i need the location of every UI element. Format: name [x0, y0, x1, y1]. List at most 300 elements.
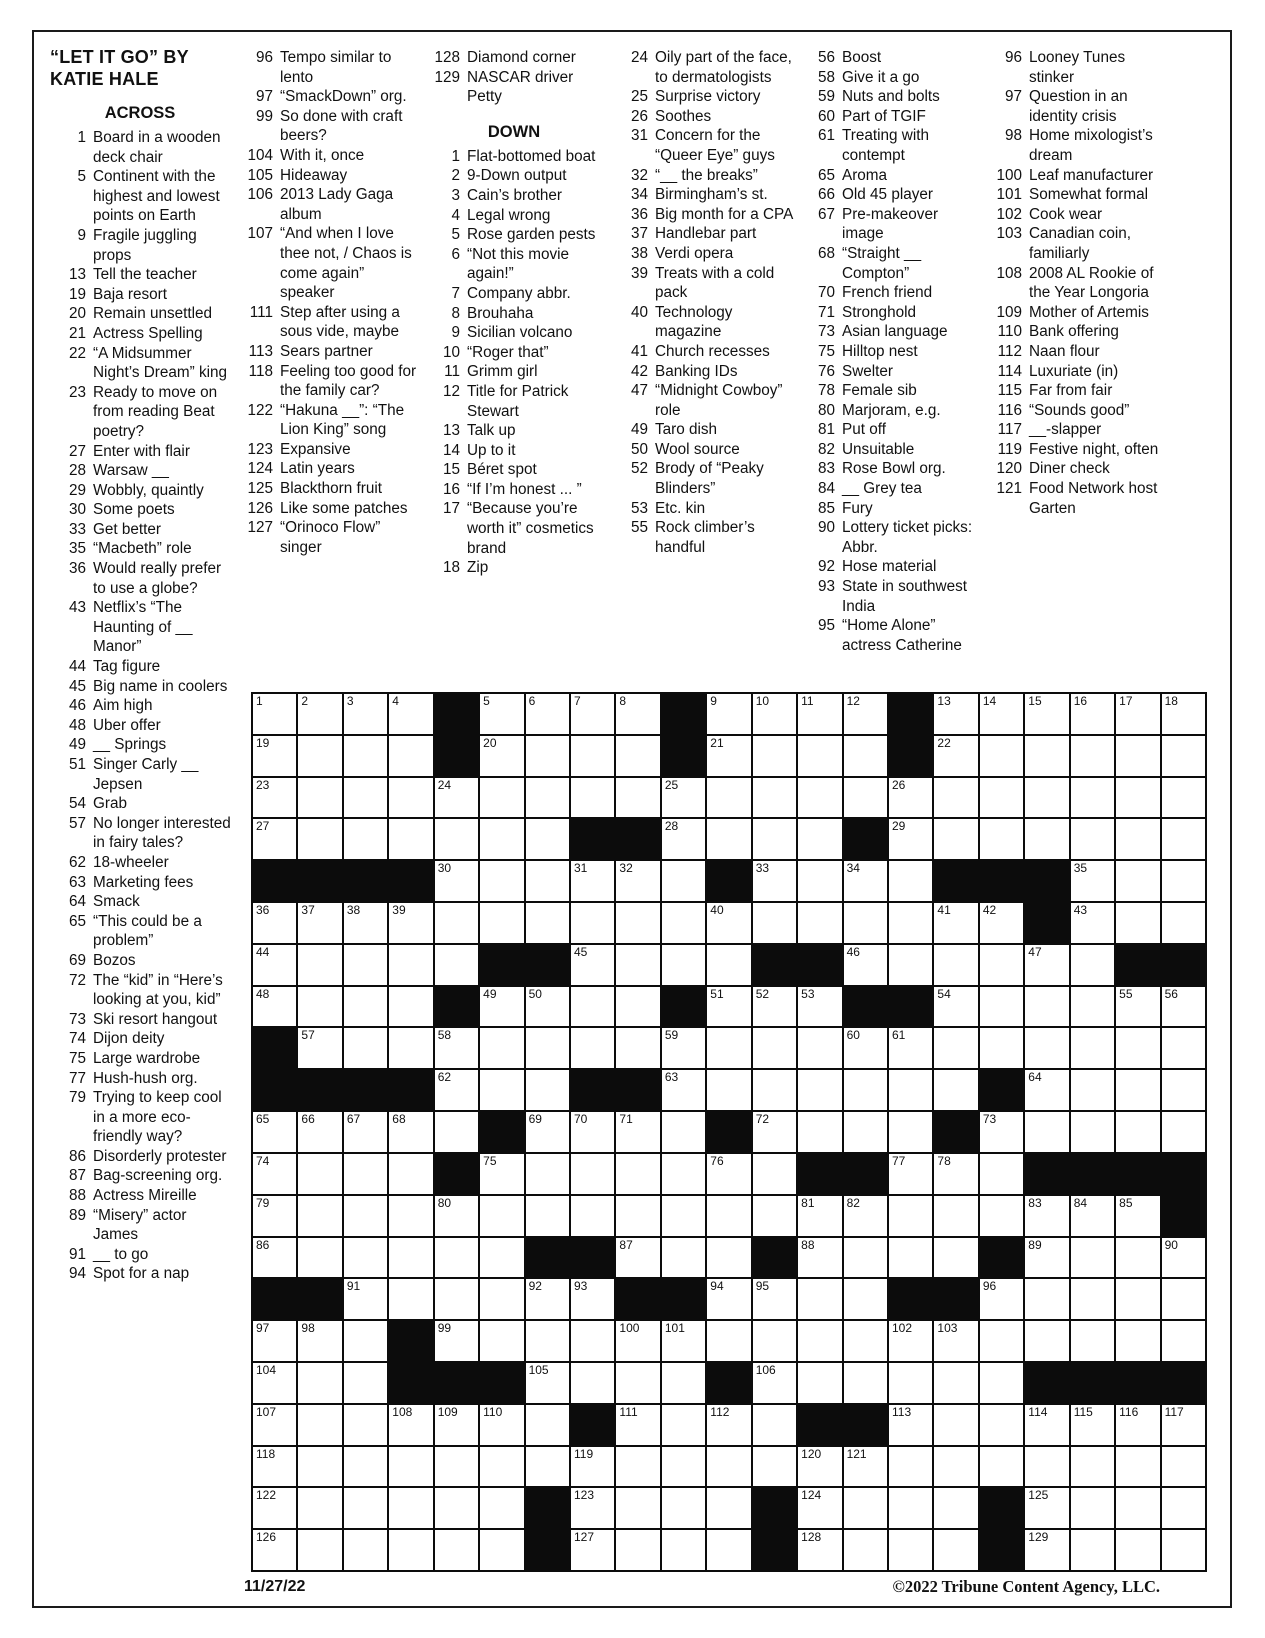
grid-cell[interactable]: [1116, 1112, 1159, 1152]
grid-cell[interactable]: [1071, 1196, 1114, 1236]
grid-cell[interactable]: [934, 1363, 977, 1403]
grid-cell[interactable]: [753, 1112, 796, 1152]
grid-cell[interactable]: [526, 1279, 569, 1319]
grid-cell[interactable]: [1162, 1321, 1205, 1361]
grid-cell[interactable]: [798, 1279, 841, 1319]
grid-cell[interactable]: [253, 736, 296, 776]
grid-cell[interactable]: [616, 861, 659, 901]
grid-cell[interactable]: [344, 1530, 387, 1570]
grid-cell[interactable]: [435, 1112, 478, 1152]
grid-cell[interactable]: [934, 1321, 977, 1361]
grid-cell[interactable]: [662, 1530, 705, 1570]
grid-cell[interactable]: [616, 1447, 659, 1487]
grid-cell[interactable]: [389, 1154, 432, 1194]
grid-cell[interactable]: [1071, 1405, 1114, 1445]
grid-cell[interactable]: [253, 903, 296, 943]
grid-cell[interactable]: [844, 1028, 887, 1068]
grid-cell[interactable]: [707, 1154, 750, 1194]
grid-cell[interactable]: [480, 1196, 523, 1236]
grid-cell[interactable]: [844, 1279, 887, 1319]
grid-cell[interactable]: [844, 1530, 887, 1570]
grid-cell[interactable]: [707, 736, 750, 776]
grid-cell[interactable]: [798, 736, 841, 776]
grid-cell[interactable]: [798, 1070, 841, 1110]
grid-cell[interactable]: [980, 1028, 1023, 1068]
grid-cell[interactable]: [980, 987, 1023, 1027]
grid-cell[interactable]: [298, 1154, 341, 1194]
grid-cell[interactable]: [934, 736, 977, 776]
grid-cell[interactable]: [753, 1154, 796, 1194]
grid-cell[interactable]: [1071, 778, 1114, 818]
grid-cell[interactable]: [344, 1405, 387, 1445]
grid-cell[interactable]: [344, 1363, 387, 1403]
grid-cell[interactable]: [753, 1405, 796, 1445]
grid-cell[interactable]: [934, 945, 977, 985]
grid-cell[interactable]: [980, 1279, 1023, 1319]
grid-cell[interactable]: [844, 1070, 887, 1110]
grid-cell[interactable]: [571, 861, 614, 901]
grid-cell[interactable]: [298, 1405, 341, 1445]
grid-cell[interactable]: [298, 945, 341, 985]
grid-cell[interactable]: [298, 736, 341, 776]
grid-cell[interactable]: [253, 819, 296, 859]
grid-cell[interactable]: [389, 1196, 432, 1236]
grid-cell[interactable]: [798, 1028, 841, 1068]
grid-cell[interactable]: [662, 1028, 705, 1068]
grid-cell[interactable]: [435, 861, 478, 901]
grid-cell[interactable]: [253, 1112, 296, 1152]
grid-cell[interactable]: [753, 1279, 796, 1319]
grid-cell[interactable]: [435, 945, 478, 985]
grid-cell[interactable]: [616, 1112, 659, 1152]
grid-cell[interactable]: [571, 1363, 614, 1403]
grid-cell[interactable]: [480, 861, 523, 901]
grid-cell[interactable]: [298, 1112, 341, 1152]
grid-cell[interactable]: [662, 1363, 705, 1403]
grid-cell[interactable]: [1071, 861, 1114, 901]
grid-cell[interactable]: [480, 1488, 523, 1528]
grid-cell[interactable]: [844, 1112, 887, 1152]
grid-cell[interactable]: [389, 1530, 432, 1570]
grid-cell[interactable]: [753, 694, 796, 734]
grid-cell[interactable]: [389, 1279, 432, 1319]
grid-cell[interactable]: [616, 987, 659, 1027]
grid-cell[interactable]: [980, 1363, 1023, 1403]
grid-cell[interactable]: [1116, 736, 1159, 776]
grid-cell[interactable]: [526, 1196, 569, 1236]
grid-cell[interactable]: [1071, 987, 1114, 1027]
grid-cell[interactable]: [707, 1488, 750, 1528]
grid-cell[interactable]: [844, 736, 887, 776]
grid-cell[interactable]: [662, 861, 705, 901]
grid-cell[interactable]: [889, 1154, 932, 1194]
grid-cell[interactable]: [934, 1196, 977, 1236]
grid-cell[interactable]: [526, 694, 569, 734]
grid-cell[interactable]: [662, 1321, 705, 1361]
grid-cell[interactable]: [707, 903, 750, 943]
grid-cell[interactable]: [253, 1405, 296, 1445]
grid-cell[interactable]: [571, 736, 614, 776]
grid-cell[interactable]: [616, 1196, 659, 1236]
grid-cell[interactable]: [1071, 1028, 1114, 1068]
grid-cell[interactable]: [389, 1447, 432, 1487]
grid-cell[interactable]: [889, 1070, 932, 1110]
grid-cell[interactable]: [616, 1405, 659, 1445]
grid-cell[interactable]: [1162, 736, 1205, 776]
grid-cell[interactable]: [1162, 903, 1205, 943]
grid-cell[interactable]: [707, 1530, 750, 1570]
grid-cell[interactable]: [526, 987, 569, 1027]
grid-cell[interactable]: [798, 1363, 841, 1403]
grid-cell[interactable]: [253, 694, 296, 734]
grid-cell[interactable]: [934, 1070, 977, 1110]
grid-cell[interactable]: [844, 1363, 887, 1403]
grid-cell[interactable]: [1025, 778, 1068, 818]
grid-cell[interactable]: [571, 1279, 614, 1319]
grid-cell[interactable]: [389, 1488, 432, 1528]
grid-cell[interactable]: [344, 778, 387, 818]
grid-cell[interactable]: [389, 1238, 432, 1278]
grid-cell[interactable]: [1116, 1196, 1159, 1236]
grid-cell[interactable]: [389, 1112, 432, 1152]
grid-cell[interactable]: [844, 1196, 887, 1236]
grid-cell[interactable]: [980, 945, 1023, 985]
grid-cell[interactable]: [889, 1488, 932, 1528]
grid-cell[interactable]: [1162, 861, 1205, 901]
grid-cell[interactable]: [844, 778, 887, 818]
grid-cell[interactable]: [662, 1070, 705, 1110]
grid-cell[interactable]: [1162, 694, 1205, 734]
grid-cell[interactable]: [844, 903, 887, 943]
grid-cell[interactable]: [480, 1070, 523, 1110]
grid-cell[interactable]: [480, 1154, 523, 1194]
grid-cell[interactable]: [1162, 1530, 1205, 1570]
grid-cell[interactable]: [435, 1488, 478, 1528]
grid-cell[interactable]: [616, 1238, 659, 1278]
grid-cell[interactable]: [253, 945, 296, 985]
grid-cell[interactable]: [435, 1321, 478, 1361]
grid-cell[interactable]: [616, 778, 659, 818]
grid-cell[interactable]: [934, 1530, 977, 1570]
grid-cell[interactable]: [571, 1196, 614, 1236]
grid-cell[interactable]: [435, 1070, 478, 1110]
grid-cell[interactable]: [435, 819, 478, 859]
grid-cell[interactable]: [844, 694, 887, 734]
grid-cell[interactable]: [753, 987, 796, 1027]
grid-cell[interactable]: [980, 1154, 1023, 1194]
grid-cell[interactable]: [798, 694, 841, 734]
grid-cell[interactable]: [753, 736, 796, 776]
grid-cell[interactable]: [344, 694, 387, 734]
grid-cell[interactable]: [298, 1238, 341, 1278]
grid-cell[interactable]: [1162, 1447, 1205, 1487]
grid-cell[interactable]: [616, 1530, 659, 1570]
grid-cell[interactable]: [1162, 1112, 1205, 1152]
grid-cell[interactable]: [1162, 1488, 1205, 1528]
grid-cell[interactable]: [389, 694, 432, 734]
grid-cell[interactable]: [253, 1321, 296, 1361]
grid-cell[interactable]: [798, 778, 841, 818]
grid-cell[interactable]: [707, 1196, 750, 1236]
grid-cell[interactable]: [1116, 778, 1159, 818]
grid-cell[interactable]: [480, 903, 523, 943]
grid-cell[interactable]: [1116, 1530, 1159, 1570]
grid-cell[interactable]: [707, 1279, 750, 1319]
grid-cell[interactable]: [1025, 694, 1068, 734]
grid-cell[interactable]: [707, 945, 750, 985]
grid-cell[interactable]: [298, 903, 341, 943]
grid-cell[interactable]: [526, 1321, 569, 1361]
grid-cell[interactable]: [1071, 1112, 1114, 1152]
grid-cell[interactable]: [1116, 1405, 1159, 1445]
grid-cell[interactable]: [707, 1405, 750, 1445]
grid-cell[interactable]: [1025, 1488, 1068, 1528]
grid-cell[interactable]: [753, 861, 796, 901]
grid-cell[interactable]: [480, 1279, 523, 1319]
grid-cell[interactable]: [389, 819, 432, 859]
grid-cell[interactable]: [526, 903, 569, 943]
grid-cell[interactable]: [889, 1447, 932, 1487]
grid-cell[interactable]: [934, 1154, 977, 1194]
grid-cell[interactable]: [344, 1321, 387, 1361]
grid-cell[interactable]: [298, 1028, 341, 1068]
grid-cell[interactable]: [526, 1070, 569, 1110]
grid-cell[interactable]: [526, 819, 569, 859]
grid-cell[interactable]: [1025, 1530, 1068, 1570]
grid-cell[interactable]: [980, 736, 1023, 776]
grid-cell[interactable]: [662, 819, 705, 859]
grid-cell[interactable]: [980, 1112, 1023, 1152]
grid-cell[interactable]: [889, 861, 932, 901]
grid-cell[interactable]: [253, 1196, 296, 1236]
grid-cell[interactable]: [526, 1447, 569, 1487]
grid-cell[interactable]: [480, 1238, 523, 1278]
grid-cell[interactable]: [889, 819, 932, 859]
grid-cell[interactable]: [889, 1112, 932, 1152]
grid-cell[interactable]: [298, 819, 341, 859]
grid-cell[interactable]: [344, 1196, 387, 1236]
grid-cell[interactable]: [1116, 1447, 1159, 1487]
grid-cell[interactable]: [344, 945, 387, 985]
grid-cell[interactable]: [435, 1196, 478, 1236]
grid-cell[interactable]: [798, 1530, 841, 1570]
grid-cell[interactable]: [707, 1321, 750, 1361]
grid-cell[interactable]: [480, 1405, 523, 1445]
grid-cell[interactable]: [707, 1238, 750, 1278]
grid-cell[interactable]: [344, 1238, 387, 1278]
grid-cell[interactable]: [1162, 1405, 1205, 1445]
grid-cell[interactable]: [753, 1070, 796, 1110]
grid-cell[interactable]: [526, 1154, 569, 1194]
grid-cell[interactable]: [389, 1405, 432, 1445]
grid-cell[interactable]: [889, 1238, 932, 1278]
grid-cell[interactable]: [298, 1488, 341, 1528]
grid-cell[interactable]: [662, 903, 705, 943]
grid-cell[interactable]: [298, 1321, 341, 1361]
grid-cell[interactable]: [344, 819, 387, 859]
grid-cell[interactable]: [571, 1321, 614, 1361]
grid-cell[interactable]: [753, 1363, 796, 1403]
grid-cell[interactable]: [389, 945, 432, 985]
grid-cell[interactable]: [571, 694, 614, 734]
grid-cell[interactable]: [344, 1447, 387, 1487]
grid-cell[interactable]: [753, 819, 796, 859]
grid-cell[interactable]: [480, 778, 523, 818]
grid-cell[interactable]: [707, 987, 750, 1027]
grid-cell[interactable]: [980, 1405, 1023, 1445]
grid-cell[interactable]: [1116, 1070, 1159, 1110]
grid-cell[interactable]: [1071, 1488, 1114, 1528]
grid-cell[interactable]: [844, 945, 887, 985]
grid-cell[interactable]: [298, 778, 341, 818]
grid-cell[interactable]: [344, 903, 387, 943]
grid-cell[interactable]: [435, 1028, 478, 1068]
grid-cell[interactable]: [344, 987, 387, 1027]
grid-cell[interactable]: [662, 1196, 705, 1236]
grid-cell[interactable]: [662, 1405, 705, 1445]
grid-cell[interactable]: [980, 778, 1023, 818]
grid-cell[interactable]: [1116, 987, 1159, 1027]
grid-cell[interactable]: [1162, 1279, 1205, 1319]
grid-cell[interactable]: [571, 1028, 614, 1068]
grid-cell[interactable]: [889, 945, 932, 985]
grid-cell[interactable]: [526, 1405, 569, 1445]
grid-cell[interactable]: [934, 1447, 977, 1487]
grid-cell[interactable]: [344, 1028, 387, 1068]
grid-cell[interactable]: [1025, 1405, 1068, 1445]
grid-cell[interactable]: [889, 1196, 932, 1236]
grid-cell[interactable]: [389, 903, 432, 943]
grid-cell[interactable]: [934, 819, 977, 859]
grid-cell[interactable]: [1025, 736, 1068, 776]
grid-cell[interactable]: [889, 1028, 932, 1068]
grid-cell[interactable]: [662, 1447, 705, 1487]
grid-cell[interactable]: [435, 1405, 478, 1445]
grid-cell[interactable]: [844, 1238, 887, 1278]
grid-cell[interactable]: [616, 1154, 659, 1194]
grid-cell[interactable]: [798, 1447, 841, 1487]
grid-cell[interactable]: [1162, 819, 1205, 859]
grid-cell[interactable]: [844, 1321, 887, 1361]
grid-cell[interactable]: [571, 1154, 614, 1194]
grid-cell[interactable]: [662, 1488, 705, 1528]
grid-cell[interactable]: [753, 1028, 796, 1068]
grid-cell[interactable]: [1116, 903, 1159, 943]
grid-cell[interactable]: [480, 1530, 523, 1570]
grid-cell[interactable]: [253, 1238, 296, 1278]
grid-cell[interactable]: [934, 987, 977, 1027]
grid-cell[interactable]: [753, 778, 796, 818]
grid-cell[interactable]: [798, 819, 841, 859]
grid-cell[interactable]: [253, 1154, 296, 1194]
grid-cell[interactable]: [435, 1530, 478, 1570]
grid-cell[interactable]: [934, 778, 977, 818]
grid-cell[interactable]: [571, 945, 614, 985]
grid-cell[interactable]: [253, 1488, 296, 1528]
grid-cell[interactable]: [571, 1488, 614, 1528]
grid-cell[interactable]: [1071, 1070, 1114, 1110]
grid-cell[interactable]: [435, 1447, 478, 1487]
grid-cell[interactable]: [1025, 1238, 1068, 1278]
grid-cell[interactable]: [707, 819, 750, 859]
grid-cell[interactable]: [616, 945, 659, 985]
grid-cell[interactable]: [707, 778, 750, 818]
grid-cell[interactable]: [1162, 1238, 1205, 1278]
grid-cell[interactable]: [571, 987, 614, 1027]
grid-cell[interactable]: [480, 1321, 523, 1361]
grid-cell[interactable]: [1025, 1321, 1068, 1361]
grid-cell[interactable]: [253, 987, 296, 1027]
grid-cell[interactable]: [526, 778, 569, 818]
grid-cell[interactable]: [526, 736, 569, 776]
grid-cell[interactable]: [1116, 1321, 1159, 1361]
grid-cell[interactable]: [435, 1238, 478, 1278]
grid-cell[interactable]: [253, 1530, 296, 1570]
grid-cell[interactable]: [298, 987, 341, 1027]
grid-cell[interactable]: [298, 1530, 341, 1570]
grid-cell[interactable]: [1116, 819, 1159, 859]
grid-cell[interactable]: [1025, 1279, 1068, 1319]
grid-cell[interactable]: [1116, 694, 1159, 734]
grid-cell[interactable]: [1025, 819, 1068, 859]
grid-cell[interactable]: [934, 903, 977, 943]
grid-cell[interactable]: [389, 736, 432, 776]
grid-cell[interactable]: [616, 1321, 659, 1361]
grid-cell[interactable]: [798, 903, 841, 943]
grid-cell[interactable]: [435, 903, 478, 943]
grid-cell[interactable]: [571, 903, 614, 943]
grid-cell[interactable]: [1071, 819, 1114, 859]
grid-cell[interactable]: [616, 903, 659, 943]
grid-cell[interactable]: [571, 1530, 614, 1570]
grid-cell[interactable]: [844, 861, 887, 901]
grid-cell[interactable]: [934, 1238, 977, 1278]
grid-cell[interactable]: [1162, 1070, 1205, 1110]
grid-cell[interactable]: [1025, 1112, 1068, 1152]
grid-cell[interactable]: [1071, 945, 1114, 985]
grid-cell[interactable]: [798, 1112, 841, 1152]
grid-cell[interactable]: [344, 736, 387, 776]
grid-cell[interactable]: [753, 1321, 796, 1361]
grid-cell[interactable]: [526, 1363, 569, 1403]
grid-cell[interactable]: [934, 1405, 977, 1445]
grid-cell[interactable]: [435, 778, 478, 818]
grid-cell[interactable]: [980, 1447, 1023, 1487]
grid-cell[interactable]: [980, 1196, 1023, 1236]
grid-cell[interactable]: [616, 1363, 659, 1403]
grid-cell[interactable]: [298, 1196, 341, 1236]
grid-cell[interactable]: [344, 1154, 387, 1194]
grid-cell[interactable]: [480, 987, 523, 1027]
grid-cell[interactable]: [298, 1363, 341, 1403]
grid-cell[interactable]: [1071, 736, 1114, 776]
grid-cell[interactable]: [480, 1028, 523, 1068]
grid-cell[interactable]: [253, 1363, 296, 1403]
grid-cell[interactable]: [798, 1196, 841, 1236]
grid-cell[interactable]: [707, 1070, 750, 1110]
grid-cell[interactable]: [753, 1196, 796, 1236]
grid-cell[interactable]: [1116, 1488, 1159, 1528]
grid-cell[interactable]: [1025, 945, 1068, 985]
grid-cell[interactable]: [844, 1447, 887, 1487]
grid-cell[interactable]: [389, 778, 432, 818]
grid-cell[interactable]: [889, 1530, 932, 1570]
grid-cell[interactable]: [707, 694, 750, 734]
grid-cell[interactable]: [1162, 778, 1205, 818]
grid-cell[interactable]: [1025, 987, 1068, 1027]
grid-cell[interactable]: [1071, 694, 1114, 734]
grid-cell[interactable]: [526, 1028, 569, 1068]
